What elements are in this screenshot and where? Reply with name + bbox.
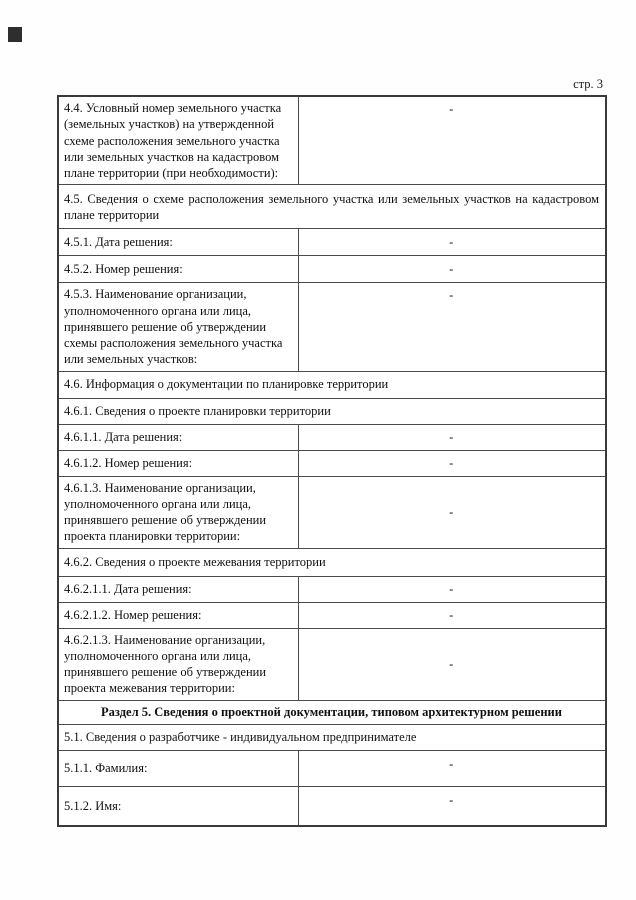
- row-label: 5.1. Сведения о разработчике - индивидуальном предпринимателе: [58, 724, 606, 750]
- scan-artifact-mark: [8, 27, 22, 42]
- table-row-4-5-1: [58, 229, 606, 256]
- row-label: 4.6.1.3. Наименование организации, уполномоченного органа или лица, принявшего решение об утверждении проекта планировки территории:: [58, 476, 298, 548]
- row-label: 4.4. Условный номер земельного участка (земельных участков) на утвержденной схеме расположения земельного участка или земельных участков на кадастровом плане территории (при необходимости):: [58, 96, 298, 185]
- table-row-4-6-1-1: [58, 424, 606, 450]
- section-title: Раздел 5. Сведения о проектной документации, типовом архитектурном решении: [58, 700, 606, 724]
- row-value: -: [298, 96, 606, 185]
- row-value: -: [298, 256, 606, 283]
- table-row-4-6-2: [58, 548, 606, 576]
- row-label: 5.1.2. Имя:: [58, 786, 298, 826]
- table-row-5-1: [58, 724, 606, 750]
- document-table: [57, 95, 607, 827]
- row-label: 4.6.2.1.1. Дата решения:: [58, 576, 298, 602]
- row-value: -: [298, 786, 606, 826]
- table-row-4-6-1-3: [58, 476, 606, 548]
- row-label: 4.6.2.1.2. Номер решения:: [58, 602, 298, 628]
- row-label: 4.6.1.2. Номер решения:: [58, 450, 298, 476]
- row-label: 4.6. Информация о документации по планировке территории: [58, 371, 606, 398]
- row-label: 4.6.1.1. Дата решения:: [58, 424, 298, 450]
- table-row-4-6-2-1-2: [58, 602, 606, 628]
- table-row-4-5-2: [58, 256, 606, 283]
- table-row-4-6-2-1-1: [58, 576, 606, 602]
- table-row-section-5-header: [58, 700, 606, 724]
- row-label: 4.6.2. Сведения о проекте межевания территории: [58, 548, 606, 576]
- table-row-4-6-2-1-3: [58, 628, 606, 700]
- table-row-4-6-1-2: [58, 450, 606, 476]
- row-value: -: [298, 628, 606, 700]
- page-number: стр. 3: [573, 77, 603, 91]
- row-label: 4.5.1. Дата решения:: [58, 229, 298, 256]
- row-label: 4.6.1. Сведения о проекте планировки территории: [58, 398, 606, 424]
- row-value: -: [298, 424, 606, 450]
- table-row-4-6-1: [58, 398, 606, 424]
- table-row-4-5-3: [58, 283, 606, 371]
- row-label: 4.5.2. Номер решения:: [58, 256, 298, 283]
- row-value: -: [298, 229, 606, 256]
- row-label: 4.6.2.1.3. Наименование организации, уполномоченного органа или лица, принявшего решение об утверждении проекта межевания территории:: [58, 628, 298, 700]
- row-value: -: [298, 602, 606, 628]
- row-value: -: [298, 283, 606, 371]
- row-value: -: [298, 750, 606, 786]
- table-row-4-4: [58, 96, 606, 185]
- table-row-4-6: [58, 371, 606, 398]
- table-row-4-5: [58, 185, 606, 229]
- row-label: 4.5.3. Наименование организации, уполномоченного органа или лица, принявшего решение об утверждении схемы расположения земельного участка или земельных участков:: [58, 283, 298, 371]
- row-value: -: [298, 450, 606, 476]
- row-label: 4.5. Сведения о схеме расположения земельного участка или земельных участков на кадастровом плане территории: [58, 185, 606, 229]
- row-value: -: [298, 576, 606, 602]
- table-row-5-1-2: [58, 786, 606, 826]
- row-label: 5.1.1. Фамилия:: [58, 750, 298, 786]
- table-row-5-1-1: [58, 750, 606, 786]
- row-value: -: [298, 476, 606, 548]
